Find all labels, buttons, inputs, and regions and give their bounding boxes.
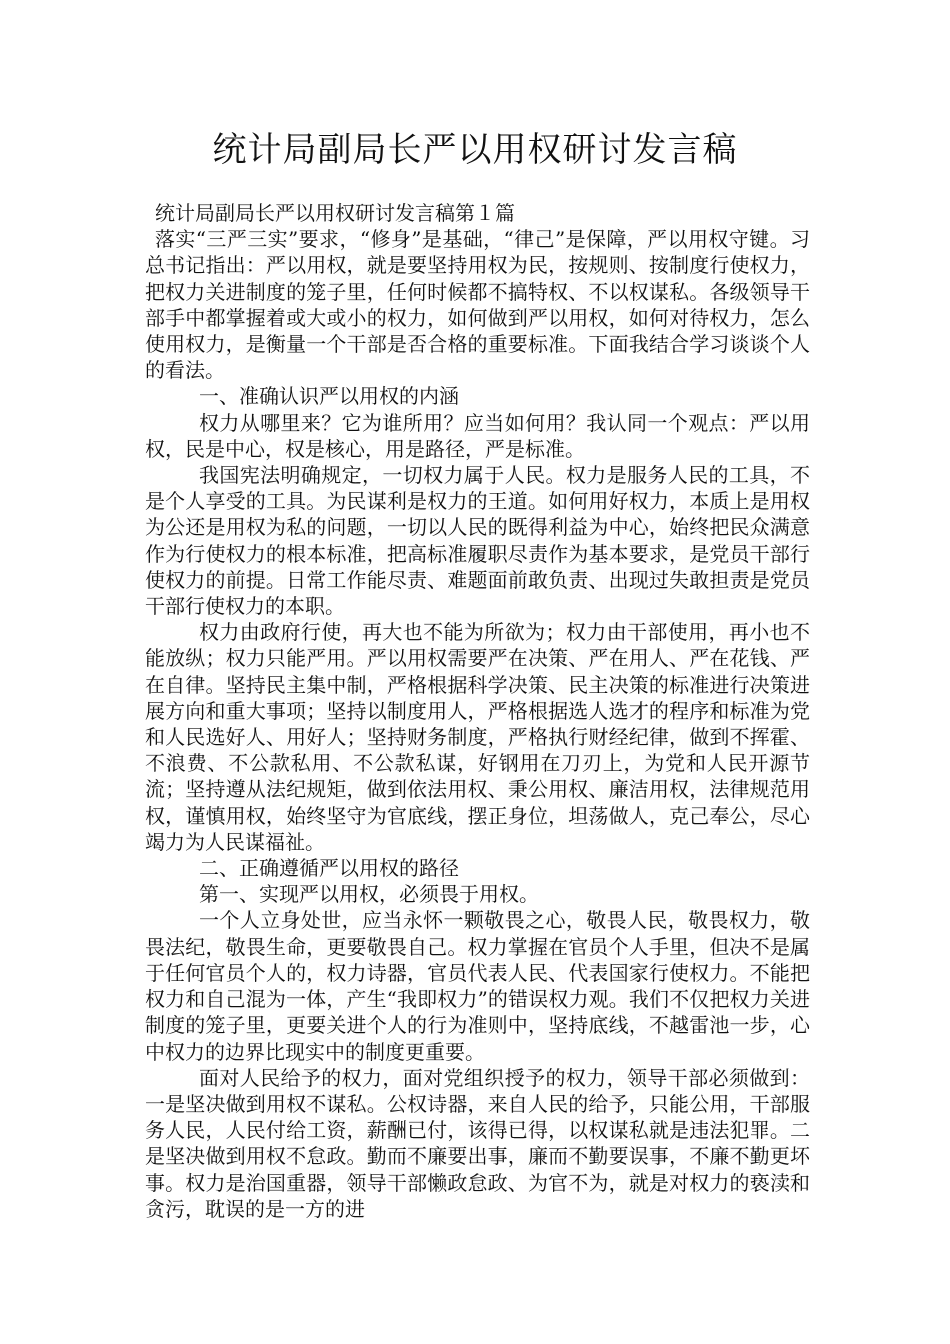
sub-heading: 第一、实现严以用权，必须畏于用权。 [199, 882, 539, 907]
document-title: 统计局副局长严以用权研讨发言稿 [212, 130, 738, 170]
document-body [145, 200, 810, 1222]
paragraph: 我国宪法明确规定，一切权力属于人民。权力是服务人民的工具，不是个人享受的工具。为民谋利是权力的王道。如何用好权力，本质上是用权为公还是用权为私的问题，一切以人民的既得利益为中心，始终把民众满意作为行使权力的根本标准，把高标准履职尽责作为基本要求，是党员干部行使权力的前提。日常工作能尽责、难题面前敢负责、出现过失敢担责是党员干部行使权力的本职。 [145, 463, 810, 619]
document-subtitle: 统计局副局长严以用权研讨发言稿第１篇 [155, 201, 515, 225]
section-heading-2: 二、正确遵循严以用权的路径 [199, 856, 459, 881]
section-heading-1: 一、准确认识严以用权的内涵 [199, 384, 459, 409]
paragraph-intro: 落实“三严三实”要求，“修身”是基础，“律己”是保障，严以用权守键。习总书记指出：严以用权，就是要坚持用权为民，按规则、按制度行使权力，把权力关进制度的笼子里，任何时候都不搞特权、不以权谋私。各级领导干部手中都掌握着或大或小的权力，如何做到严以用权，如何对待权力，怎么使用权力，是衡量一个干部是否合格的重要标准。下面我结合学习谈谈个人的看法。 [145, 227, 810, 383]
paragraph: 权力由政府行使，再大也不能为所欲为；权力由干部使用，再小也不能放纵；权力只能严用。严以用权需要严在决策、严在用人、严在花钱、严在自律。坚持民主集中制，严格根据科学决策、民主决策的标准进行决策进展方向和重大事项；坚持以制度用人，严格根据选人选才的程序和标准为党和人民选好人、用好人；坚持财务制度，严格执行财经纪律，做到不挥霍、不浪费、不公款私用、不公款私谋，好钢用在刀刃上，为党和人民开源节流；坚持遵从法纪规矩，做到依法用权、秉公用权、廉洁用权，法律规范用权，谨慎用权，始终坚守为官底线，摆正身位，坦荡做人，克己奉公，尽心竭力为人民谋福祉。 [145, 620, 810, 854]
paragraph: 权力从哪里来？它为谁所用？应当如何用？我认同一个观点：严以用权，民是中心，权是核心，用是路径，严是标准。 [145, 410, 810, 461]
paragraph: 一个人立身处世，应当永怀一颗敬畏之心，敬畏人民，敬畏权力，敬畏法纪，敬畏生命，更要敬畏自己。权力掌握在官员个人手里，但决不是属于任何官员个人的，权力诗器，官员代表人民、代表国家行使权力。不能把权力和自己混为一体，产生“我即权力”的错误权力观。我们不仅把权力关进制度的笼子里，更要关进个人的行为准则中，坚持底线，不越雷池一步，心中权力的边界比现实中的制度更重要。 [145, 908, 810, 1064]
paragraph: 面对人民给予的权力，面对党组织授予的权力，领导干部必须做到：一是坚决做到用权不谋私。公权诗器，来自人民的给予，只能公用，干部服务人民，人民付给工资，薪酬已付，该得已得，以权谋私就是违法犯罪。二是坚决做到用权不怠政。勤而不廉要出事，廉而不勤要误事，不廉不勤更坏事。权力是治国重器，领导干部懒政怠政、为官不为，就是对权力的亵渎和贪污，耽误的是一方的进 [145, 1065, 810, 1221]
